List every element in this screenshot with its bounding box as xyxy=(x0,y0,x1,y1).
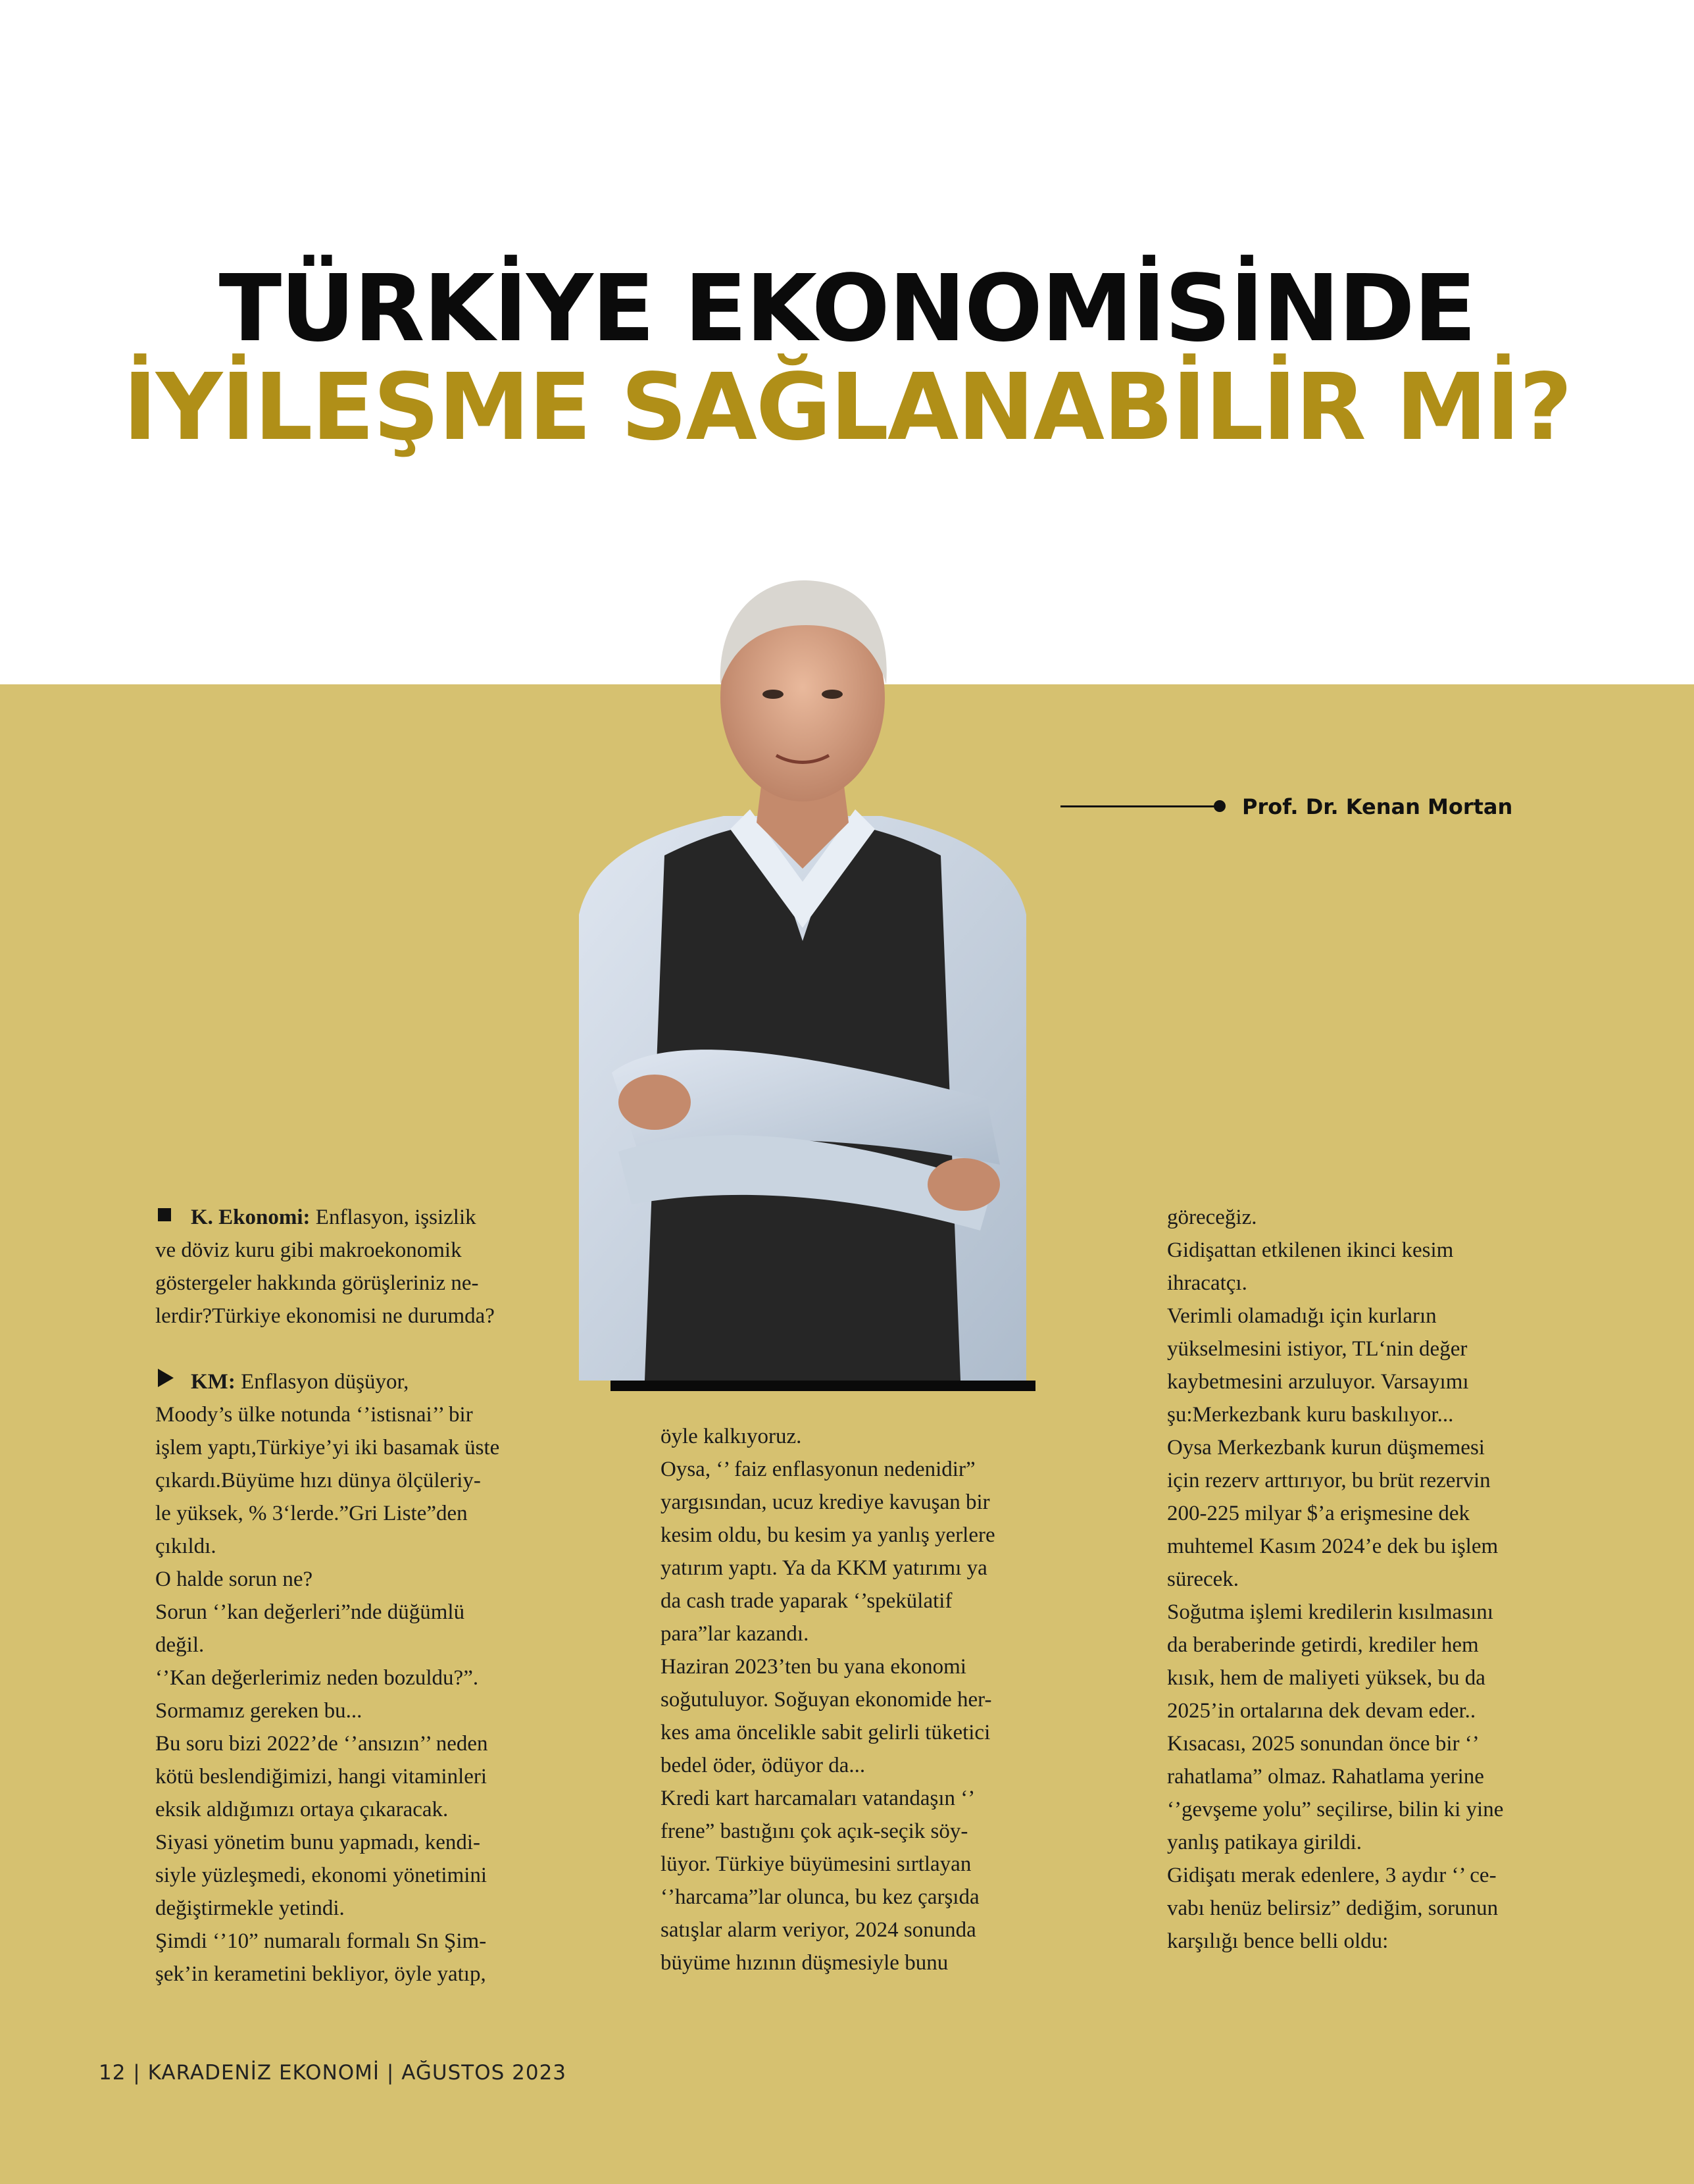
body-line: ‘’harcama”lar olunca, bu kez çarşıda xyxy=(660,1885,980,1909)
body-line: Moody’s ülke notunda ‘’istisnai’’ bir xyxy=(155,1403,473,1427)
question-line: ve döviz kuru gibi makroekonomik xyxy=(155,1238,462,1262)
body-line: sürecek. xyxy=(1167,1567,1239,1591)
body-line: ihracatçı. xyxy=(1167,1271,1247,1295)
body-line: bedel öder, ödüyor da... xyxy=(660,1754,866,1777)
body-line: para”lar kazandı. xyxy=(660,1622,809,1646)
body-line: kes ama öncelikle sabit gelirli tüketici xyxy=(660,1721,991,1744)
body-line: şu:Merkezbank kuru baskılıyor... xyxy=(1167,1403,1454,1427)
body-line: da beraberinde getirdi, krediler hem xyxy=(1167,1633,1479,1657)
body-line: büyüme hızının düşmesiyle bunu xyxy=(660,1951,949,1975)
body-line: eksik aldığımızı ortaya çıkaracak. xyxy=(155,1798,449,1821)
body-line: 200-225 milyar $’a erişmesine dek xyxy=(1167,1502,1470,1525)
body-line: Kısacası, 2025 sonundan önce bir ‘’ xyxy=(1167,1732,1480,1756)
body-line: 2025’in ortalarına dek devam eder.. xyxy=(1167,1699,1476,1723)
body-line: lüyor. Türkiye büyümesini sırtlayan xyxy=(660,1852,972,1876)
body-line: Oysa Merkezbank kurun düşmemesi xyxy=(1167,1436,1485,1460)
body-line: yatırım yaptı. Ya da KKM yatırımı ya xyxy=(660,1556,987,1580)
body-line: Şimdi ‘’10” numaralı formalı Sn Şim- xyxy=(155,1929,487,1953)
body-line: Soğutma işlemi kredilerin kısılmasını xyxy=(1167,1600,1493,1624)
answer-first-line xyxy=(155,1365,524,1398)
body-line: yükselmesini istiyor, TL‘nin değer xyxy=(1167,1337,1468,1361)
body-line: Sormamız gereken bu... xyxy=(155,1699,362,1723)
body-line: işlem yaptı,Türkiye’yi iki basamak üste xyxy=(155,1436,500,1460)
body-line: Gidişattan etkilenen ikinci kesim xyxy=(1167,1238,1454,1262)
question-label: K. Ekonomi: xyxy=(191,1206,311,1229)
body-line: ‘’gevşeme yolu” seçilirse, bilin ki yine xyxy=(1167,1798,1504,1821)
body-line: karşılığı bence belli oldu: xyxy=(1167,1929,1389,1953)
body-line: da cash trade yaparak ‘’spekülatif xyxy=(660,1589,953,1613)
body-line: çıkıldı. xyxy=(155,1535,216,1558)
body-line: kesim oldu, bu kesim ya yanlış yerlere xyxy=(660,1523,995,1547)
body-line: satışlar alarm veriyor, 2024 sonunda xyxy=(660,1918,976,1942)
triangle-bullet-icon xyxy=(158,1369,174,1387)
body-line: O halde sorun ne? xyxy=(155,1567,313,1591)
headline-line-1: TÜRKİYE EKONOMİSİNDE xyxy=(218,255,1476,363)
portrait-base-bar xyxy=(610,1381,1035,1391)
question-line: göstergeler hakkında görüşleriniz ne- xyxy=(155,1271,479,1295)
body-line: değil. xyxy=(155,1633,205,1657)
body-line: siyle yüzleşmedi, ekonomi yönetimini xyxy=(155,1864,487,1887)
body-line: değiştirmekle yetindi. xyxy=(155,1896,345,1920)
body-line: kötü beslendiğimizi, hangi vitaminleri xyxy=(155,1765,487,1789)
headline-line-2: İYİLEŞME SAĞLANABİLİR Mİ? xyxy=(122,354,1572,461)
question-text: Enflasyon, işsizlik xyxy=(315,1206,476,1229)
body-line: göreceğiz. xyxy=(1167,1206,1257,1229)
body-line: le yüksek, % 3‘lerde.”Gri Liste”den xyxy=(155,1502,468,1525)
body-line: Verimli olamadığı için kurların xyxy=(1167,1304,1437,1328)
body-line: ‘’Kan değerlerimiz neden bozuldu?”. xyxy=(155,1666,479,1690)
article-column-2 xyxy=(660,1420,1029,1979)
body-line: Gidişatı merak edenlere, 3 aydır ‘’ ce- xyxy=(1167,1864,1497,1887)
article-column-3 xyxy=(1167,1201,1562,1958)
body-line: kısık, hem de maliyeti yüksek, bu da xyxy=(1167,1666,1485,1690)
body-line: frene” bastığını çok açık-seçik söy- xyxy=(660,1819,968,1843)
body-line: Bu soru bizi 2022’de ‘’ansızın’’ neden xyxy=(155,1732,488,1756)
question-line: lerdir?Türkiye ekonomisi ne durumda? xyxy=(155,1304,495,1328)
body-line: kaybetmesini arzuluyor. Varsayımı xyxy=(1167,1370,1469,1394)
body-line: şek’in kerametini bekliyor, öyle yatıp, xyxy=(155,1962,486,1986)
body-line: Siyasi yönetim bunu yapmadı, kendi- xyxy=(155,1831,481,1854)
body-line: soğutuluyor. Soğuyan ekonomide her- xyxy=(660,1688,992,1712)
answer-label: KM: xyxy=(191,1370,236,1394)
body-line: yargısından, ucuz krediye kavuşan bir xyxy=(660,1490,990,1514)
body-line: muhtemel Kasım 2024’e dek bu işlem xyxy=(1167,1535,1499,1558)
body-line: Haziran 2023’ten bu yana ekonomi xyxy=(660,1655,966,1679)
author-credit: Prof. Dr. Kenan Mortan xyxy=(1242,794,1513,819)
question-first-line xyxy=(155,1201,524,1234)
page-footer: 12 | KARADENİZ EKONOMİ | AĞUSTOS 2023 xyxy=(99,2061,567,2085)
body-line: yanlış patikaya girildi. xyxy=(1167,1831,1362,1854)
author-portrait xyxy=(566,572,1039,1395)
body-line: Kredi kart harcamaları vatandaşın ‘’ xyxy=(660,1787,976,1810)
square-bullet-icon xyxy=(158,1208,171,1221)
body-line: için rezerv arttırıyor, bu brüt rezervin xyxy=(1167,1469,1491,1492)
article-column-1 xyxy=(155,1201,524,1991)
credit-rule xyxy=(1060,805,1218,807)
body-line: rahatlama” olmaz. Rahatlama yerine xyxy=(1167,1765,1484,1789)
body-line: vabı henüz belirsiz” dediğim, sorunun xyxy=(1167,1896,1499,1920)
body-line: çıkardı.Büyüme hızı dünya ölçüleriy- xyxy=(155,1469,481,1492)
answer-text: Enflasyon düşüyor, xyxy=(241,1370,409,1394)
credit-dot-icon xyxy=(1214,800,1226,812)
body-line: Oysa, ‘’ faiz enflasyonun nedenidir” xyxy=(660,1458,976,1481)
body-line: öyle kalkıyoruz. xyxy=(660,1425,802,1448)
body-line: Sorun ‘’kan değerleri”nde düğümlü xyxy=(155,1600,465,1624)
